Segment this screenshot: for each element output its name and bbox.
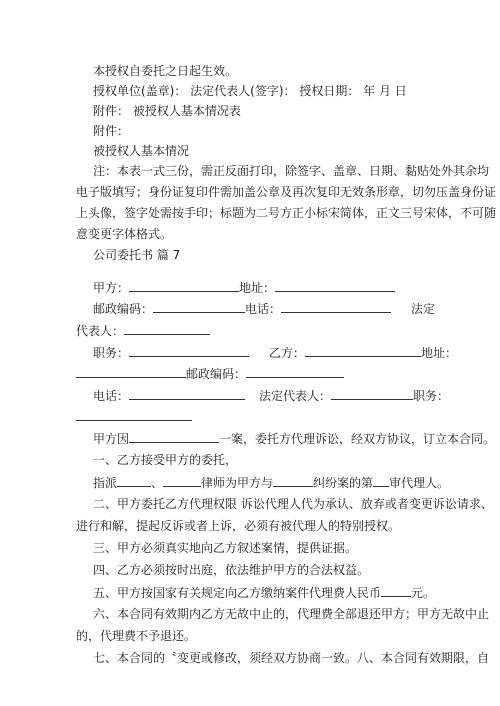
- party-a-blank[interactable]: [129, 279, 239, 292]
- address-label: 地址：: [239, 281, 276, 295]
- party-a-label: 甲方：: [93, 281, 130, 295]
- assign-mid: 律师为甲方与: [201, 476, 274, 490]
- clause-3: 三、甲方必须真实地向乙方叙述案情，提供证据。: [93, 541, 358, 555]
- address2-label: 地址：: [421, 346, 458, 360]
- section-heading: 被授权人基本情况: [93, 144, 190, 158]
- position-label: 职务：: [93, 346, 130, 360]
- rep-blank[interactable]: [124, 322, 210, 335]
- party-b-blank[interactable]: [305, 344, 421, 357]
- phone2-row: [93, 387, 449, 404]
- attachment-line: 附件： 被授权人基本情况表: [93, 104, 241, 118]
- note-line-3: 上头像，签字处需按手印；标题为二号方正小标宋简体，正文三号宋体，不可随: [76, 206, 497, 220]
- fee-text: 五、甲方按国家有关规定向乙方缴纳案件代理费人民币: [93, 586, 382, 600]
- fee-blank[interactable]: [381, 584, 411, 597]
- address2-blank[interactable]: [76, 365, 186, 378]
- fee-unit: 元。: [411, 586, 436, 600]
- party-b-label: 乙方：: [269, 346, 306, 360]
- clause-4: 四、乙方必须按时出庭，依法维护甲方的合法权益。: [93, 563, 370, 577]
- attachment-label: 附件：: [93, 124, 130, 138]
- position-blank[interactable]: [129, 344, 249, 357]
- postal-blank[interactable]: [153, 300, 245, 313]
- address-blank[interactable]: [275, 279, 395, 292]
- phone2-blank[interactable]: [129, 387, 245, 400]
- postal-row: [93, 300, 435, 317]
- rep-label: 代表人：: [76, 324, 125, 338]
- position-row: [93, 344, 457, 361]
- position2-blank[interactable]: [76, 408, 192, 421]
- postal2-blank[interactable]: [246, 365, 344, 378]
- postal2-row: [76, 365, 344, 382]
- legal-label: 法定: [411, 302, 436, 316]
- case-blank[interactable]: [129, 430, 219, 443]
- assign-end: 审代理人。: [389, 476, 450, 490]
- position2-label: 职务：: [413, 389, 450, 403]
- clause-5: [93, 584, 435, 601]
- note-line-1: 注：本表一式三份，需正反面打印，除签字、盖章、日期、黏贴处外其余均: [93, 164, 490, 178]
- assign-case: 纠纷案的第: [313, 476, 374, 490]
- lawyer2-blank[interactable]: [163, 474, 201, 487]
- case-prefix: 甲方因: [93, 432, 130, 446]
- assign-sep: 、: [151, 476, 164, 490]
- note-line-2: 电子版填写；身份证复印件需加盖公章及再次复印无效条形章，切勿压盖身份证: [76, 185, 497, 199]
- note-line-4: 意变更字体格式。: [76, 227, 173, 241]
- clause-6a: 六、本合同有效期内乙方无故中止的，代理费全部退还甲方；甲方无故中止: [93, 607, 490, 621]
- signature-line: 授权单位(盖章)： 法定代表人(签字)： 授权日期： 年 月 日: [93, 84, 407, 98]
- phone-label: 电话：: [245, 302, 282, 316]
- party-a-row: [93, 279, 395, 296]
- rep-row: [76, 322, 210, 339]
- clause-2a: 二、甲方委托乙方代理权限 诉讼代理人代为承认、放弃或者变更诉讼请求、: [93, 497, 493, 511]
- clause-2b: 进行和解，提起反诉或者上诉，必须有被代理人的特别授权。: [76, 519, 401, 533]
- clause-case: [93, 430, 495, 447]
- legal2-blank[interactable]: [331, 387, 413, 400]
- section-title: 公司委托书 篇 7: [93, 248, 181, 262]
- effective-line: 本授权自委托之日起生效。: [93, 64, 238, 78]
- clause-6b: 的，代理费不予退还。: [76, 629, 197, 643]
- case-suffix: 一案，委托方代理诉讼，经双方协议，订立本合同。: [219, 432, 496, 446]
- phone2-label: 电话：: [93, 389, 130, 403]
- legal2-label: 法定代表人：: [259, 389, 332, 403]
- clause-1: 一、乙方接受甲方的委托，: [93, 453, 238, 467]
- clause-assign: [93, 474, 449, 491]
- phone-blank[interactable]: [281, 300, 391, 313]
- postal-label: 邮政编码：: [93, 302, 154, 316]
- clause-7: 七、本合同的〝变更或修改，须经双方协商一致。八、本合同有效期限，自: [93, 651, 490, 665]
- instance-blank[interactable]: [373, 474, 389, 487]
- postal2-label: 邮政编码：: [186, 367, 247, 381]
- lawyer1-blank[interactable]: [117, 474, 151, 487]
- opponent-blank[interactable]: [273, 474, 313, 487]
- assign-label: 指派: [93, 476, 118, 490]
- position2-row: [76, 408, 192, 425]
